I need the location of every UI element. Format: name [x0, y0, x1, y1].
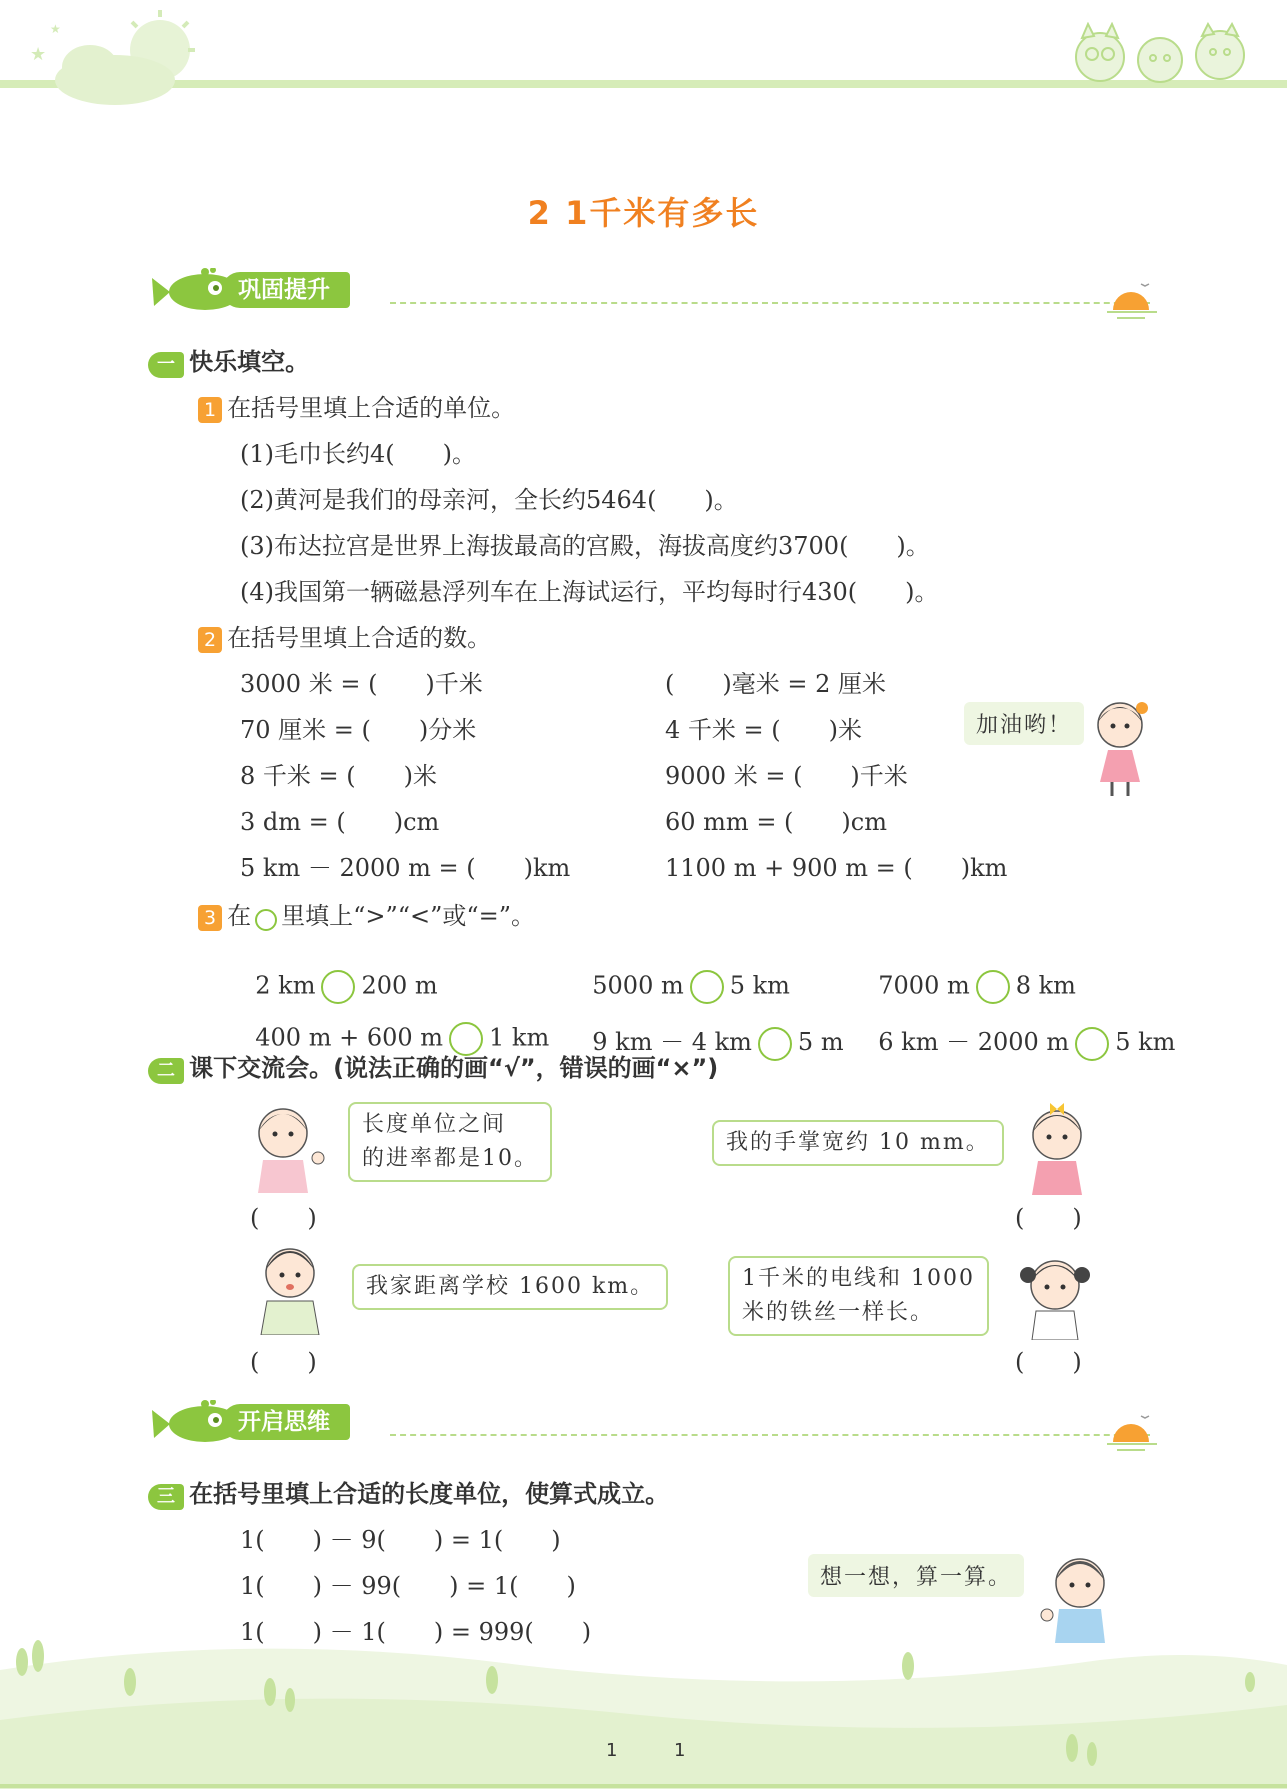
q1-prompt: 在括号里填上合适的单位。: [227, 394, 516, 422]
q3-left-term: 5000 m: [592, 971, 684, 1000]
sunset-icon: [1105, 278, 1160, 323]
q2-left-3: 8 千米 = ( )米: [240, 762, 437, 790]
answer-blank-4[interactable]: ( ): [1015, 1348, 1082, 1376]
section-1-badge: 一: [148, 352, 184, 378]
q1-item-2: (2)黄河是我们的母亲河，全长约5464( )。: [240, 486, 738, 514]
q3-badge: 3: [198, 905, 222, 931]
q3-left-term: 7000 m: [878, 971, 970, 1000]
section-3-badge: 三: [148, 1484, 184, 1510]
girl-bow-icon: [1010, 1095, 1105, 1195]
q2-right-5: 1100 m + 900 m = ( )km: [665, 854, 1008, 882]
compare-circle-input[interactable]: [758, 1027, 792, 1061]
q2-right-4: 60 mm = ( )cm: [665, 808, 887, 836]
q1-item-1: (1)毛巾长约4( )。: [240, 440, 476, 468]
q3-left-term: 2 km: [255, 971, 316, 1000]
speech-bubble-4: 1千米的电线和 1000 米的铁丝一样长。: [728, 1256, 989, 1336]
q1-item-3: (3)布达拉宫是世界上海拔最高的宫殿，海拔高度约3700( )。: [240, 532, 930, 560]
q3-compare-4: [240, 994, 549, 1056]
q2-badge: 2: [198, 627, 222, 653]
section-3-heading: [148, 1474, 669, 1510]
q2-left-2: 70 厘米 = ( )分米: [240, 716, 477, 744]
answer-blank-3[interactable]: ( ): [250, 1348, 317, 1376]
q2-prompt: 在括号里填上合适的数。: [227, 624, 492, 652]
s3-item-1: 1( ) － 9( ) = 1( ): [240, 1526, 561, 1554]
q2-heading: [198, 618, 491, 653]
q3-prompt-b: 里填上“>”“<”或“=”。: [281, 902, 536, 930]
q3-right-term: 5 m: [797, 1028, 844, 1056]
answer-blank-2[interactable]: ( ): [1015, 1204, 1082, 1232]
compare-circle-input[interactable]: [1075, 1027, 1109, 1061]
hint-bubble: 想一想，算一算。: [808, 1554, 1024, 1597]
q3-right-term: 5 km: [729, 971, 790, 1000]
banner-consolidate: [150, 268, 1160, 312]
page-title: 2 1千米有多长: [527, 194, 760, 232]
q2-left-4: 3 dm = ( )cm: [240, 808, 440, 836]
animal-heads-icon: [1060, 22, 1260, 84]
q3-right-term: 8 km: [1015, 971, 1076, 1000]
q3-prompt-a: 在: [227, 902, 252, 930]
speech-bubble-3: 我家距离学校 1600 km。: [352, 1264, 668, 1310]
girl-pointing-icon: [238, 1098, 333, 1193]
banner-thinking-label: 开启思维: [222, 1404, 350, 1440]
q3-left-term: 400 m + 600 m: [255, 1023, 444, 1052]
girl-cheer-icon: [1080, 690, 1160, 800]
q2-right-2: 4 千米 = ( )米: [665, 716, 862, 744]
q2-left-5: 5 km － 2000 m = ( )km: [240, 854, 571, 882]
sunset-icon: [1105, 1410, 1160, 1455]
q3-right-term: 200 m: [361, 971, 438, 1000]
boy-thinking-icon: [245, 1235, 335, 1335]
section-2-title: 课下交流会。(说法正确的画“√”，错误的画“×”): [189, 1054, 719, 1082]
q2-right-1: ( )毫米 = 2 厘米: [665, 670, 886, 698]
q1-badge: 1: [198, 397, 222, 423]
q1-item-4: (4)我国第一辆磁悬浮列车在上海试运行，平均每时行430( )。: [240, 578, 939, 606]
q2-left-1: 3000 米 = ( )千米: [240, 670, 483, 698]
cheer-bubble: 加油哟！: [964, 702, 1084, 745]
sun-cloud-icon: [20, 5, 200, 110]
section-1-heading: [148, 342, 309, 378]
s3-item-3: 1( ) － 1( ) = 999( ): [240, 1618, 592, 1646]
banner-consolidate-label: 巩固提升: [222, 272, 350, 308]
banner-divider: [390, 1434, 1150, 1436]
q2-right-3: 9000 米 = ( )千米: [665, 762, 908, 790]
girl-pigtails-icon: [1008, 1245, 1103, 1340]
q3-right-term: 1 km: [489, 1023, 550, 1052]
q3-left-term: 6 km － 2000 m: [878, 1028, 1070, 1056]
page-number-right: 1: [674, 1740, 686, 1761]
banner-divider: [390, 302, 1150, 304]
hills-background: [0, 1620, 1287, 1789]
s3-item-2: 1( ) － 99( ) = 1( ): [240, 1572, 576, 1600]
section-2-badge: 二: [148, 1058, 184, 1084]
svg-text:★: ★: [30, 44, 47, 65]
q3-right-term: 5 km: [1115, 1028, 1176, 1056]
speech-bubble-2: 我的手掌宽约 10 mm。: [712, 1120, 1004, 1166]
q3-left-term: 9 km － 4 km: [592, 1028, 752, 1056]
circle-symbol-icon: [255, 909, 277, 931]
q3-compare-6: [863, 994, 1175, 1061]
q3-heading: [198, 896, 535, 931]
section-1-title: 快乐填空。: [189, 348, 310, 376]
svg-text:★: ★: [50, 22, 61, 36]
page-number-left: 1: [606, 1740, 618, 1761]
answer-blank-1[interactable]: ( ): [250, 1204, 317, 1232]
section-3-title: 在括号里填上合适的长度单位，使算式成立。: [189, 1480, 670, 1508]
q1-heading: [198, 388, 515, 423]
banner-thinking: [150, 1400, 1160, 1444]
speech-bubble-1: 长度单位之间 的进率都是10。: [348, 1102, 552, 1182]
section-2-heading: [148, 1048, 718, 1084]
